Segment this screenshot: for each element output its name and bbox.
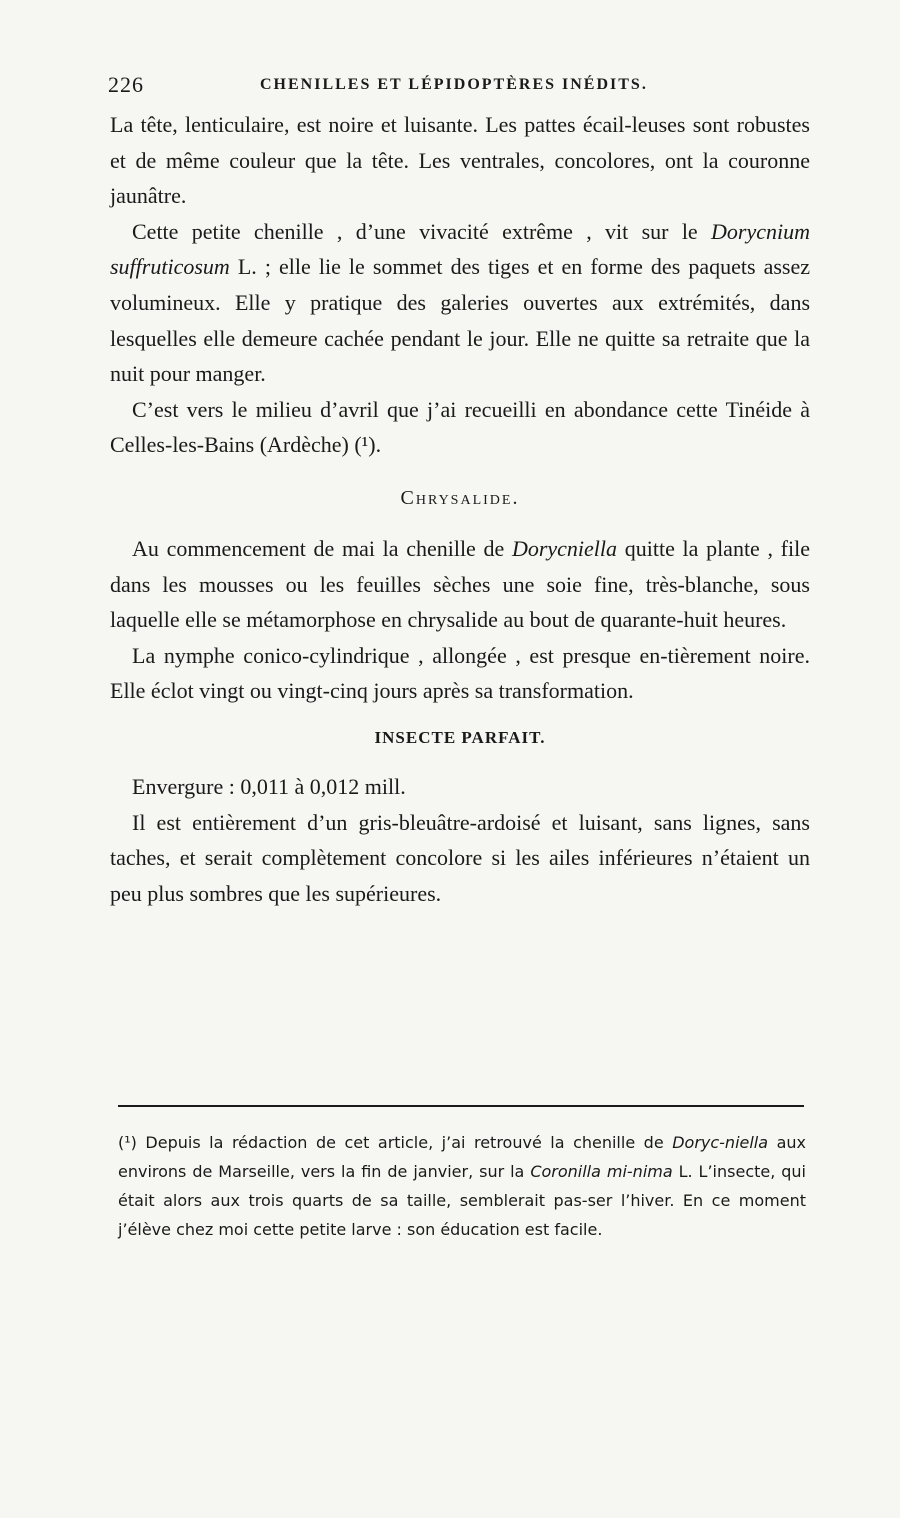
paragraph-habitat-text-b: L. ; elle lie le sommet des tiges et en forme des paquets assez volumineux. Elle y pratique des galeries ouvertes aux extrémités, dans lesquelles elle demeure cachée pendant le jour. Elle ne quitte sa retraite que la nuit pour manger. [110,254,810,387]
footnote-marker: (¹) [118,1133,137,1152]
page-header [108,72,808,100]
paragraph-metamorphosis-text-b: quitte la plante , file dans les mousses ou les feuilles sèches une soie fine, très-blanche, sous laquelle elle se métamorphose en chrysalide au bout de quarante-huit heures. [110,535,810,633]
paragraph-habitat [110,214,810,392]
section-heading-insecte-parfait: INSECTE PARFAIT. [374,727,546,747]
main-text [110,107,810,911]
paragraph-metamorphosis-text-a: Au commencement de mai la chenille de [132,535,512,561]
footnote-divider [118,1105,804,1107]
section-heading-chrysalide: Chrysalide. [400,486,520,509]
paragraph-metamorphosis [110,531,810,638]
footnote-species-coronilla: Coronilla mi-nima [530,1162,673,1181]
footnote-text [118,1128,806,1244]
footnote-text-b: aux environs de Marseille, vers la fin de janvier, sur la [118,1133,806,1181]
paragraph-head-description: La tête, lenticulaire, est noire et luisante. Les pattes écail-leuses sont robustes et de même couleur que la tête. Les ventrales, concolores, ont la couronne jaunâtre. [110,112,810,209]
footnote-species-dorycniella: Doryc-niella [672,1133,769,1152]
paragraph-adult-description: Il est entièrement d’un gris-bleuâtre-ardoisé et luisant, sans lignes, sans taches, et serait complètement concolore si les ailes inférieures n’étaient un peu plus sombres que les supérieures. [110,809,810,906]
paragraph-wingspan: Envergure : 0,011 à 0,012 mill. [132,773,406,799]
paragraph-habitat-text-a: Cette petite chenille , d’une vivacité extrême , vit sur le [132,218,712,244]
species-name-dorycnium: Dorycnium suffruticosum [110,218,810,280]
page-number: 226 [108,72,144,97]
paragraph-collection: C’est vers le milieu d’avril que j’ai recueilli en abondance cette Tinéide à Celles-les-Bains (Ardèche) (¹). [110,396,810,458]
footnote-text-c: L. L’insecte, qui était alors aux trois quarts de sa taille, semblerait pas-ser l’hiver. En ce moment j’élève chez moi cette petite larve : son éducation est facile. [118,1162,807,1239]
footnote-text-a: Depuis la rédaction de cet article, j’ai retrouvé la chenille de [136,1133,673,1152]
running-title: CHENILLES ET LÉPIDOPTÈRES INÉDITS. [260,76,648,93]
paragraph-nymph: La nymphe conico-cylindrique , allongée , est presque en-tièrement noire. Elle éclot vingt ou vingt-cinq jours après sa transformation. [110,642,810,704]
footnote [118,1128,806,1244]
species-name-dorycniella: Dorycniella [511,535,618,561]
